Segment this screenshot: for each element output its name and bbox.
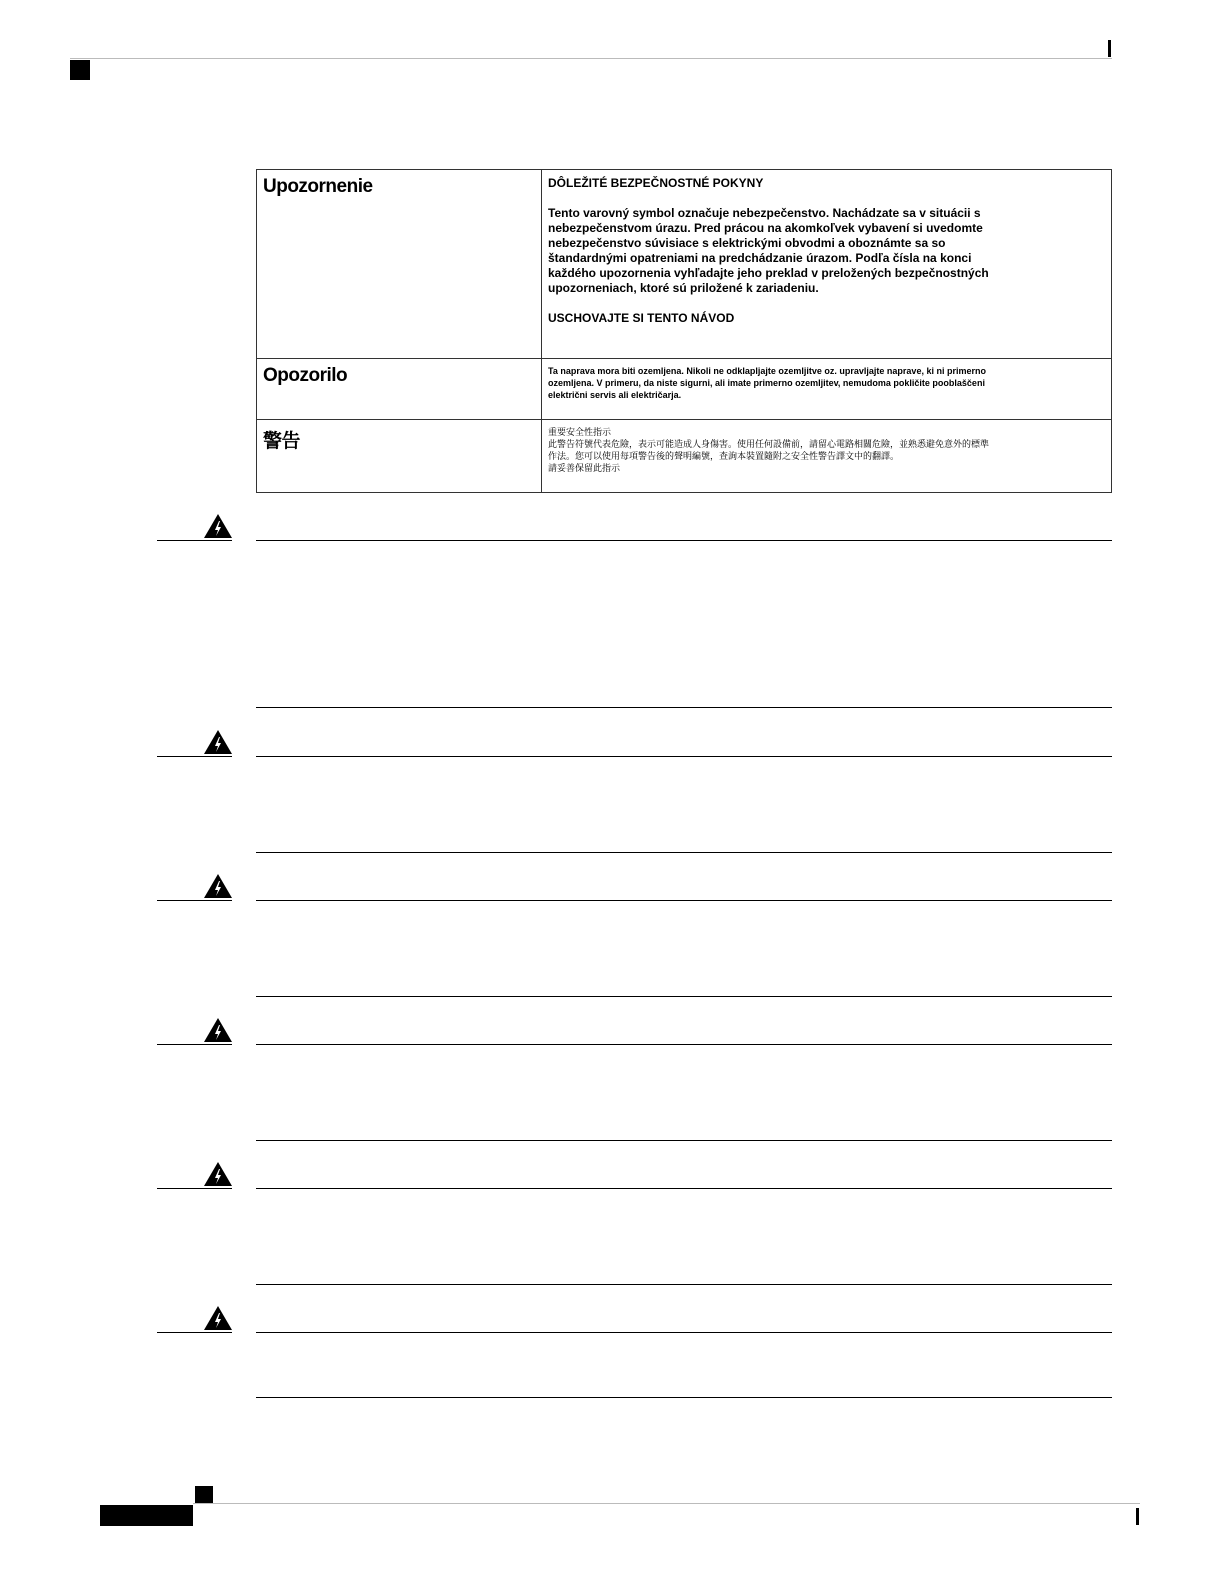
warning-body: 此警告符號代表危險，表示可能造成人身傷害。使用任何設備前，請留心電路相關危險，並熟悉避免意外的標準作法。您可以使用每項警告後的聲明編號，查詢本裝置隨附之安全性警告譯文中的翻譯。 [548, 439, 990, 461]
language-label: 警告 [257, 420, 542, 493]
table-row [257, 420, 1112, 493]
warning-rule [256, 1188, 1112, 1189]
warning-rule [157, 1332, 232, 1333]
warning-rule [157, 756, 232, 757]
warning-heading: 重要安全性指示 [548, 427, 612, 437]
warning-end-rule [256, 1397, 1112, 1398]
warning-triangle-lightning-icon [203, 1305, 233, 1331]
warning-rule [157, 900, 232, 901]
warning-text [542, 420, 1112, 493]
table-row [257, 170, 1112, 359]
warning-footer: USCHOVAJTE SI TENTO NÁVOD [548, 311, 735, 325]
header-tick [1108, 40, 1111, 57]
warning-end-rule [256, 707, 1112, 708]
warning-end-rule [256, 1140, 1112, 1141]
warning-body: Tento varovný symbol označuje nebezpečenstvo. Nachádzate sa v situácii s nebezpečenstvom úrazu. Pred prácou na akomkoľvek vybavení si uvedomte nebezpečenstvo súvisiace s elektrickými obvodmi a oboznámte sa so štandardnými opatreniami na predchádzanie úrazom. Podľa čísla na konci každého upozornenia vyhľadajte jeho preklad v preložených bezpečnostných upozorneniach, ktoré sú priložené k zariadeniu. [548, 206, 989, 295]
table-row [257, 359, 1112, 420]
warning-rule [256, 900, 1112, 901]
footer-marker [195, 1486, 213, 1503]
header-marker [70, 60, 90, 80]
language-label: Opozorilo [257, 359, 542, 420]
warning-triangle-lightning-icon [203, 729, 233, 755]
warning-triangle-lightning-icon [203, 1161, 233, 1187]
warning-rule [256, 1044, 1112, 1045]
warning-heading: DÔLEŽITÉ BEZPEČNOSTNÉ POKYNY [548, 176, 764, 190]
warning-rule [157, 1188, 232, 1189]
warning-triangle-lightning-icon [203, 513, 233, 539]
warning-text [542, 170, 1112, 359]
warning-end-rule [256, 852, 1112, 853]
warning-triangle-lightning-icon [203, 873, 233, 899]
warning-end-rule [256, 996, 1112, 997]
warning-rule [157, 540, 232, 541]
language-label: Upozornenie [257, 170, 542, 359]
footer-tick [1136, 1508, 1139, 1525]
warning-rule [256, 1332, 1112, 1333]
warning-rule [256, 540, 1112, 541]
warning-rule [256, 756, 1112, 757]
warning-body: Ta naprava mora biti ozemljena. Nikoli ne odklapljajte ozemljitve oz. upravljajte naprave, ki ni primerno ozemljena. V primeru, da niste sigurni, ali imate primerno ozemljitev, nemudoma pokličite pooblaščeni električni servis ali električarja. [542, 359, 1112, 420]
header-rule [70, 58, 1112, 59]
warning-triangle-lightning-icon [203, 1017, 233, 1043]
warning-end-rule [256, 1284, 1112, 1285]
warning-translation-table [256, 169, 1112, 493]
warning-footer: 請妥善保留此指示 [548, 463, 621, 473]
footer-rule [193, 1503, 1140, 1504]
footer-page-box [100, 1505, 193, 1526]
warning-rule [157, 1044, 232, 1045]
